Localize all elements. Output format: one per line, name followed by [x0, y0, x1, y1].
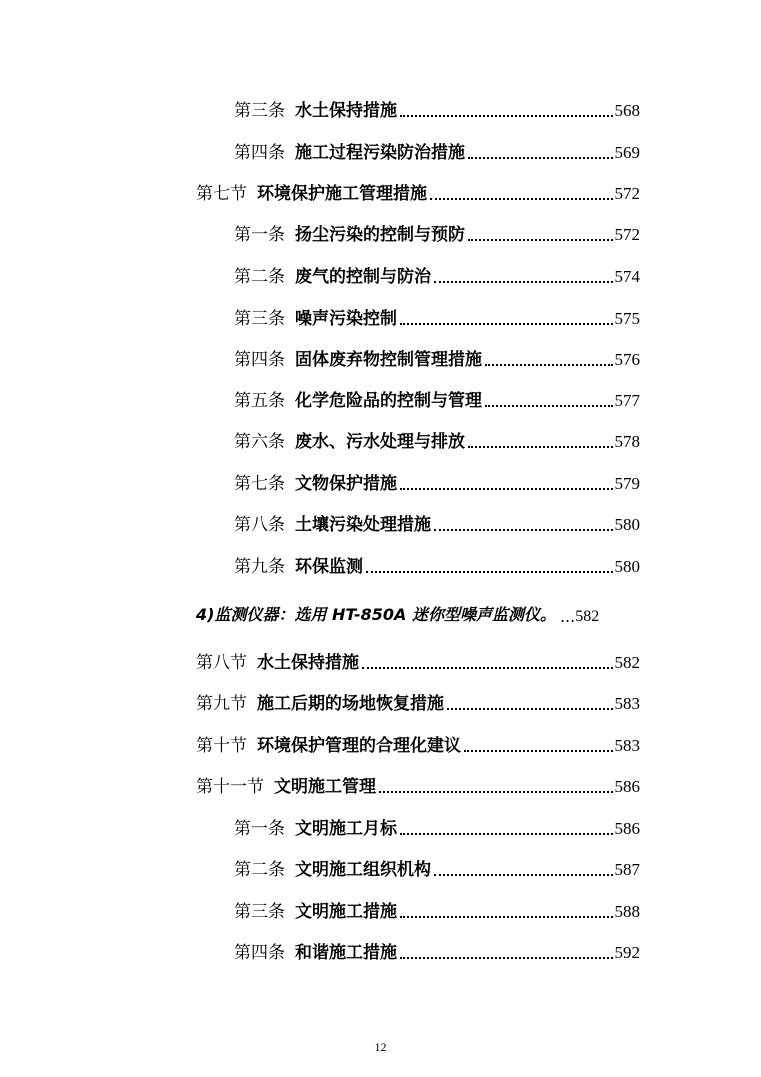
dot-leader [400, 957, 613, 959]
toc-entry-number: 第二条 [234, 860, 285, 880]
toc-entry-title: 环境保护施工管理措施 [257, 184, 427, 204]
toc-entry-page: 579 [614, 474, 640, 493]
toc-entry-number: 第七节 [196, 184, 247, 204]
toc-entry[interactable] [196, 731, 640, 757]
dot-leader [434, 281, 613, 283]
toc-entry-title: 文明施工组织机构 [295, 860, 431, 880]
toc-entry-title: 固体废弃物控制管理措施 [295, 350, 482, 370]
toc-entry-number: 第六条 [234, 432, 285, 452]
toc-entry[interactable] [234, 304, 640, 330]
toc-entry-title: 水土保持措施 [295, 101, 397, 121]
page-number: 12 [374, 1040, 387, 1054]
toc-entry[interactable] [234, 814, 640, 840]
toc-entry-number: 第九条 [234, 557, 285, 577]
dot-leader [485, 364, 613, 366]
toc-entry-page: 583 [614, 694, 640, 713]
dot-leader [468, 157, 613, 159]
toc-entry-page: 580 [614, 515, 640, 534]
toc-entry-page: 575 [614, 309, 640, 328]
toc-entry-page: 569 [614, 143, 640, 162]
toc-entry-title: 土壤污染处理措施 [295, 515, 431, 535]
toc-entry[interactable] [234, 345, 640, 371]
toc-entry-title: 废水、污水处理与排放 [295, 432, 465, 452]
toc-entry-page: 583 [614, 736, 640, 755]
toc-entry-title: 施工后期的场地恢复措施 [257, 694, 444, 714]
toc-entry-title: 废气的控制与防治 [295, 267, 431, 287]
toc-entry-page: 574 [614, 267, 640, 286]
toc-entry-title: 噪声污染控制 [295, 309, 397, 329]
toc-entry[interactable] [234, 510, 640, 536]
toc-entry[interactable] [234, 138, 640, 164]
toc-entry-number: 第八条 [234, 515, 285, 535]
toc-entry-title: 文明施工管理 [274, 777, 376, 797]
toc-entry-number: 第五条 [234, 391, 285, 411]
toc-entry-number: 第三条 [234, 902, 285, 922]
toc-entry-page: 588 [614, 902, 640, 921]
toc-entry-page: 586 [614, 777, 640, 796]
toc-entry-page: 586 [614, 819, 640, 838]
toc-entry[interactable] [196, 689, 640, 715]
toc-entry[interactable] [234, 855, 640, 881]
toc-entry-title: 文明施工月标 [295, 819, 397, 839]
toc-entry[interactable] [234, 386, 640, 412]
toc-entry[interactable] [196, 648, 640, 674]
toc-entry-number: 第四条 [234, 143, 285, 163]
toc-entry-page: 577 [614, 391, 640, 410]
toc-entry[interactable] [234, 552, 640, 578]
toc-entry-instrument[interactable] [196, 600, 640, 626]
toc-entry-title: 文明施工措施 [295, 902, 397, 922]
toc-entry-number: 第四条 [234, 350, 285, 370]
toc-entry-page: 587 [614, 860, 640, 879]
toc-entry[interactable] [196, 772, 640, 798]
toc-entry-number: 第三条 [234, 309, 285, 329]
toc-entry-title: 水土保持措施 [257, 653, 359, 673]
dot-leader [468, 446, 613, 448]
toc-entry-title: 环境保护管理的合理化建议 [257, 736, 461, 756]
dot-leader: ... [559, 607, 576, 626]
dot-leader [400, 833, 613, 835]
toc-entry-number: 第一条 [234, 225, 285, 245]
toc-entry-title: 扬尘污染的控制与预防 [295, 225, 465, 245]
dot-leader [400, 488, 613, 490]
toc-entry-title: 和谐施工措施 [295, 943, 397, 963]
toc-entry-page: 582 [614, 653, 640, 672]
toc-entry-title: 施工过程污染防治措施 [295, 143, 465, 163]
dot-leader [400, 115, 613, 117]
toc-entry[interactable] [196, 179, 640, 205]
toc-entry[interactable] [234, 897, 640, 923]
dot-leader [400, 323, 613, 325]
toc-entry-number: 第十一节 [196, 777, 264, 797]
toc-entry-page: 580 [614, 557, 640, 576]
dot-leader [447, 708, 613, 710]
dot-leader [400, 916, 613, 918]
toc-entry-number: 第七条 [234, 474, 285, 494]
dot-leader [485, 405, 613, 407]
toc-entry[interactable] [234, 469, 640, 495]
toc-entry[interactable] [234, 427, 640, 453]
toc-entry-number: 第一条 [234, 819, 285, 839]
dot-leader [366, 571, 613, 573]
toc-entry-title: 环保监测 [295, 557, 363, 577]
toc-entry[interactable] [234, 220, 640, 246]
toc-entry-page: 576 [614, 350, 640, 369]
dot-leader [434, 874, 613, 876]
toc-entry-page: 592 [614, 943, 640, 962]
toc-entry-page: 572 [614, 184, 640, 203]
dot-leader [379, 791, 613, 793]
toc-entry-number: 第十节 [196, 736, 247, 756]
dot-leader [434, 529, 613, 531]
toc-entry-title: 文物保护措施 [295, 474, 397, 494]
toc-entry-number: 第八节 [196, 653, 247, 673]
toc-entry[interactable] [234, 938, 640, 964]
toc-entry-number: 第二条 [234, 267, 285, 287]
toc-entry-number: 第四条 [234, 943, 285, 963]
toc-entry-page: 582 [575, 608, 600, 625]
toc-entry[interactable] [234, 262, 640, 288]
dot-leader [362, 667, 613, 669]
toc-entry[interactable] [234, 96, 640, 122]
toc-entry-number: 第三条 [234, 101, 285, 121]
toc-entry-page: 568 [614, 101, 640, 120]
toc-entry-page: 578 [614, 432, 640, 451]
toc-entry-page: 572 [614, 225, 640, 244]
toc-entry-title: 化学危险品的控制与管理 [295, 391, 482, 411]
toc-entry-title: 4)监测仪器：选用 HT-850A 迷你型噪声监测仪。 [196, 605, 556, 624]
toc-entry-number: 第九节 [196, 694, 247, 714]
dot-leader [464, 750, 613, 752]
dot-leader [468, 239, 613, 241]
dot-leader [430, 198, 613, 200]
